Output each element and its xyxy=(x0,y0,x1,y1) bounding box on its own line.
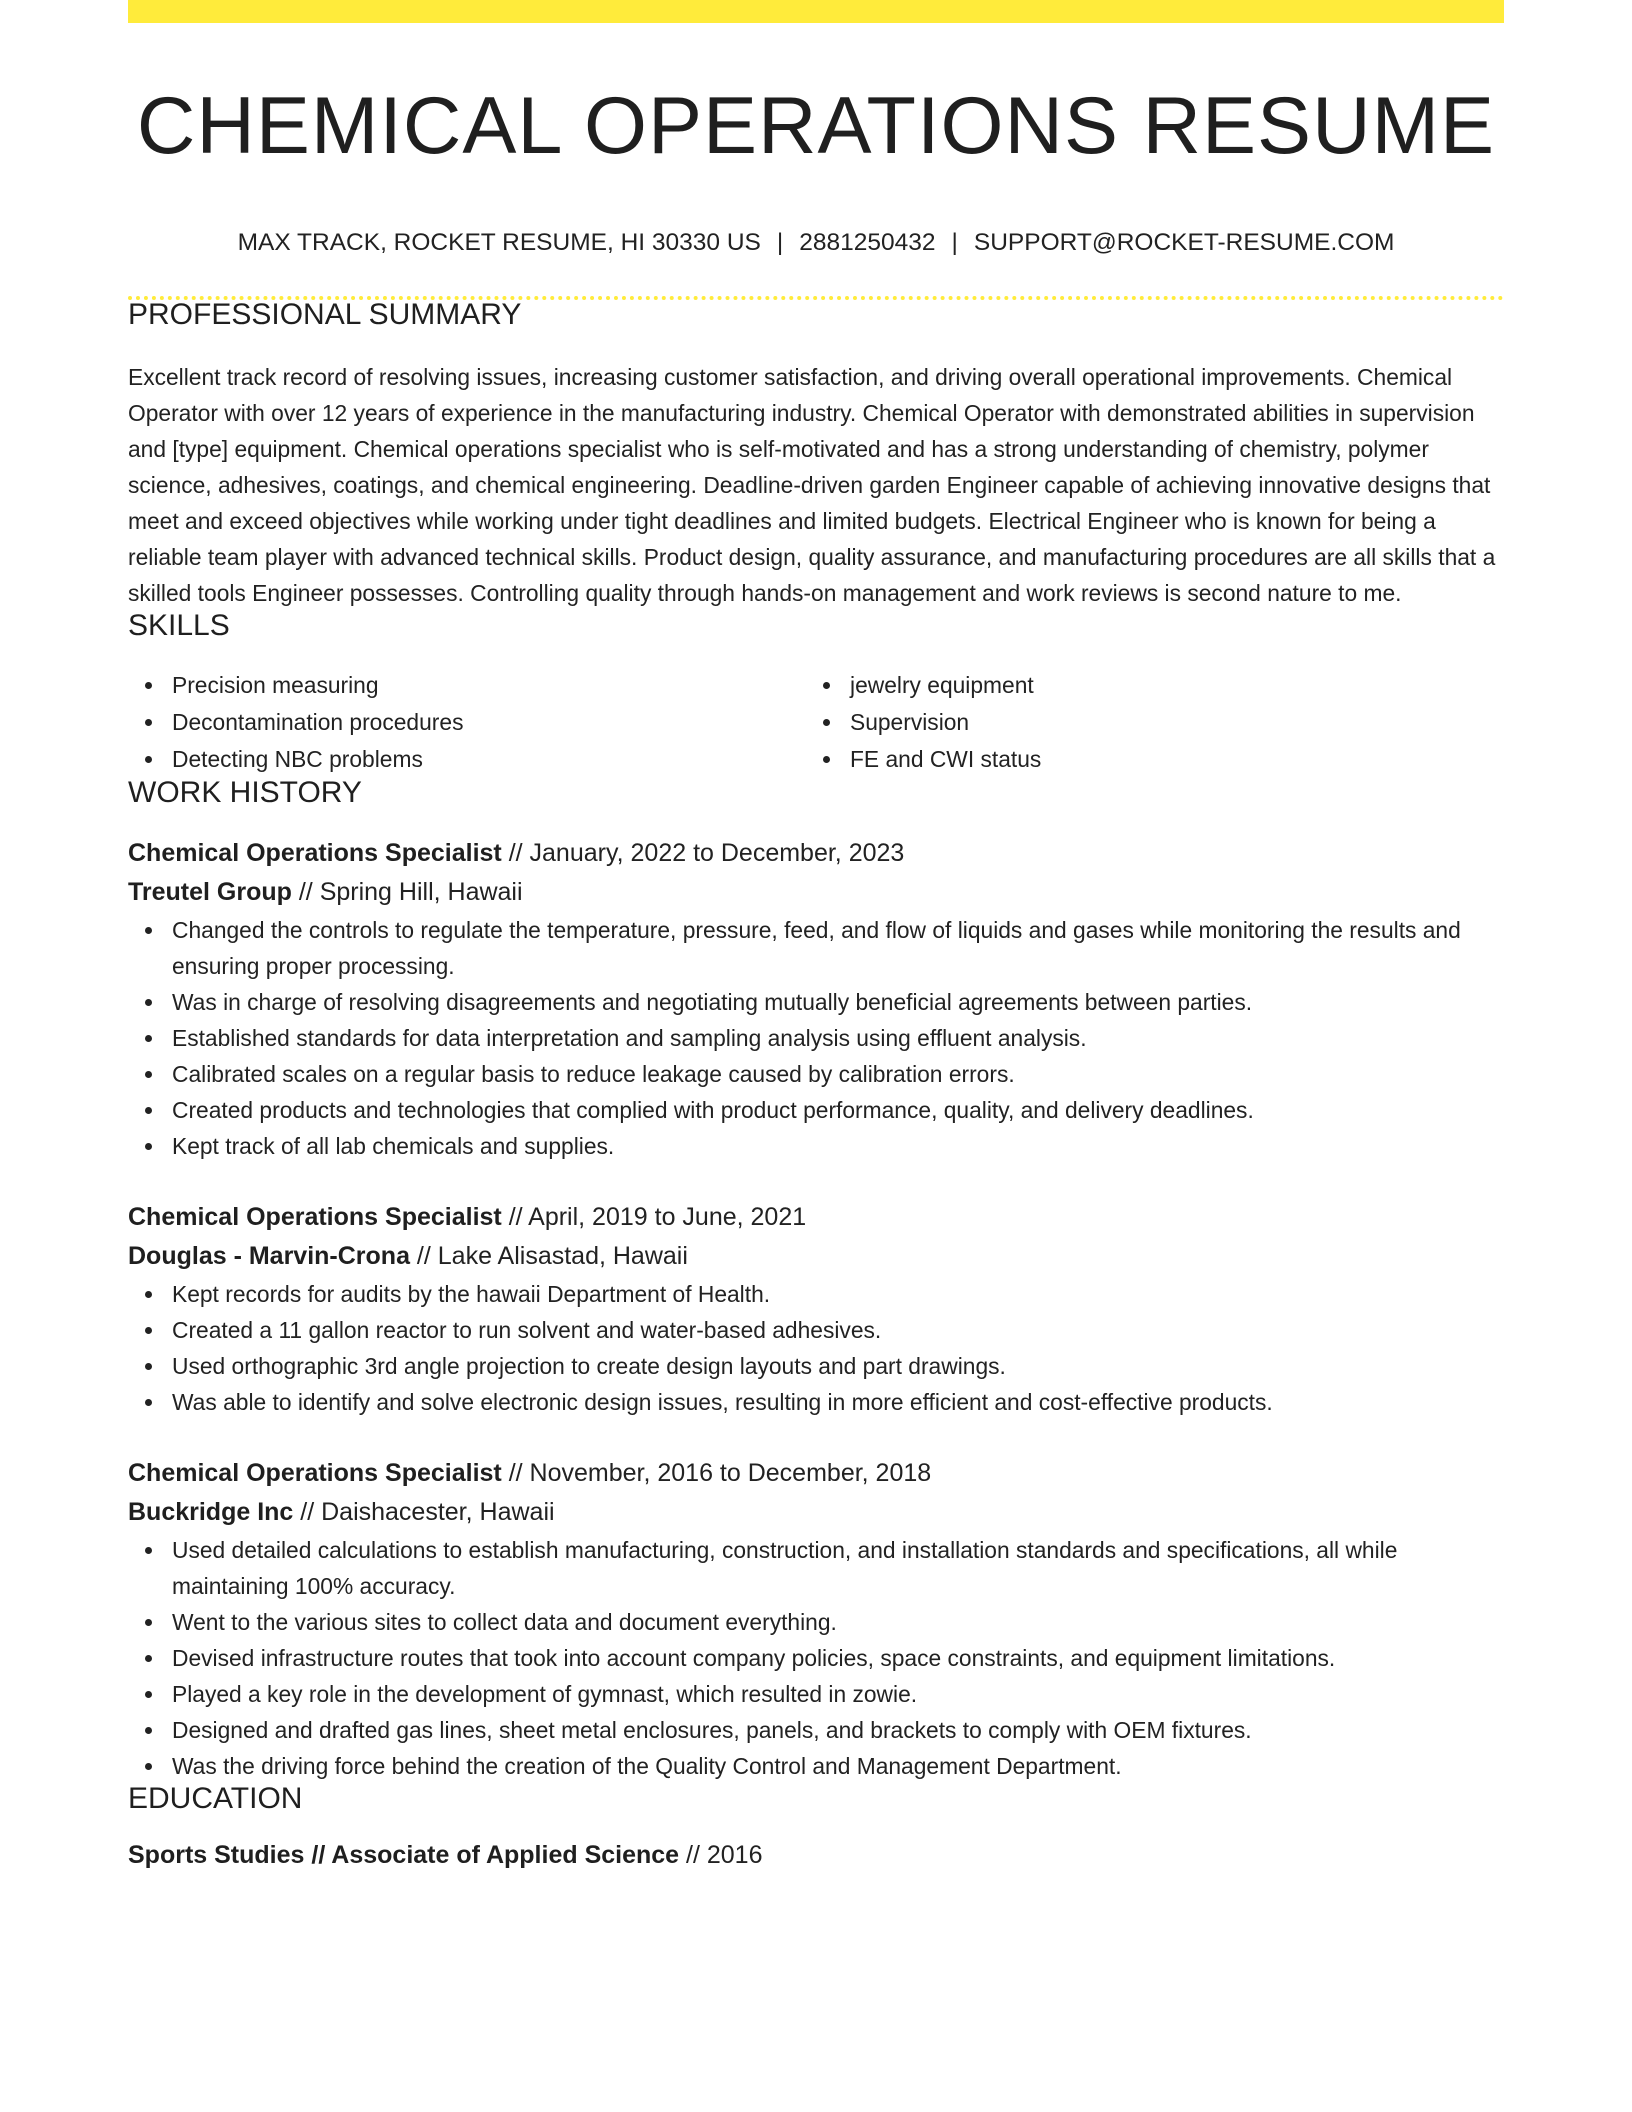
job-company-line xyxy=(128,873,1504,912)
education-degree: Associate of Applied Science xyxy=(331,1840,680,1869)
skills-column-right xyxy=(806,667,1504,778)
job-duties xyxy=(128,1276,1504,1420)
education-field: Sports Studies xyxy=(128,1840,305,1869)
job-company: Douglas - Marvin-Crona xyxy=(128,1241,410,1270)
job-company-line xyxy=(128,1493,1504,1532)
education-divider: // xyxy=(304,1840,332,1869)
skill-item: Detecting NBC problems xyxy=(172,741,806,778)
job-location: // Spring Hill, Hawaii xyxy=(291,877,523,906)
job-duty: Was the driving force behind the creation of the Quality Control and Management Department. xyxy=(172,1748,1504,1784)
skills-list xyxy=(128,667,1504,778)
job-title-line xyxy=(128,1454,1504,1493)
contact-email: SUPPORT@ROCKET-RESUME.COM xyxy=(973,229,1395,256)
skill-item: Decontamination procedures xyxy=(172,704,806,741)
skill-item: Supervision xyxy=(850,704,1504,741)
job-duty: Designed and drafted gas lines, sheet metal enclosures, panels, and brackets to comply with OEM fixtures. xyxy=(172,1712,1504,1748)
skill-item: Precision measuring xyxy=(172,667,806,704)
education-heading: EDUCATION xyxy=(128,1781,303,1815)
education-entry xyxy=(128,1836,1504,1875)
job-duty: Used detailed calculations to establish manufacturing, construction, and installation standards and specifications, all while maintaining 100% accuracy. xyxy=(172,1532,1504,1604)
contact-line xyxy=(128,231,1504,256)
education-year: // 2016 xyxy=(679,1840,763,1869)
contact-phone: 2881250432 xyxy=(799,229,936,256)
job-duty: Changed the controls to regulate the temperature, pressure, feed, and flow of liquids and gases while monitoring the results and ensuring proper processing. xyxy=(172,912,1504,984)
job-title: Chemical Operations Specialist xyxy=(128,1202,502,1231)
job-duty: Kept track of all lab chemicals and supplies. xyxy=(172,1128,1504,1164)
summary-heading: PROFESSIONAL SUMMARY xyxy=(128,297,522,331)
job-company: Treutel Group xyxy=(128,877,292,906)
job-entry xyxy=(128,1454,1504,1784)
contact-separator: | xyxy=(951,229,958,256)
job-duty: Created a 11 gallon reactor to run solvent and water-based adhesives. xyxy=(172,1312,1504,1348)
job-title: Chemical Operations Specialist xyxy=(128,838,502,867)
job-duty: Was able to identify and solve electronic design issues, resulting in more efficient and cost-effective products. xyxy=(172,1384,1504,1420)
job-title-line xyxy=(128,834,1504,873)
job-duty: Used orthographic 3rd angle projection to create design layouts and part drawings. xyxy=(172,1348,1504,1384)
summary-text: Excellent track record of resolving issues, increasing customer satisfaction, and driving overall operational improvements. Chemical Operator with over 12 years of experience in the manufacturing industry. Chemical Operator with demonstrated abilities in supervision and [type] equipment. Chemical operations specialist who is self-motivated and has a strong understanding of chemistry, polymer science, adhesives, coatings, and chemical engineering. Deadline-driven garden Engineer capable of achieving innovative designs that meet and exceed objectives while working under tight deadlines and limited budgets. Electrical Engineer who is known for being a reliable team player with advanced technical skills. Product design, quality assurance, and manufacturing procedures are all skills that a skilled tools Engineer possesses. Controlling quality through hands-on management and work reviews is second nature to me. xyxy=(128,363,1496,606)
job-location: // Lake Alisastad, Hawaii xyxy=(409,1241,688,1270)
job-company-line xyxy=(128,1237,1504,1276)
skill-item: jewelry equipment xyxy=(850,667,1504,704)
skill-item: FE and CWI status xyxy=(850,741,1504,778)
job-duty: Kept records for audits by the hawaii Department of Health. xyxy=(172,1276,1504,1312)
job-duty: Calibrated scales on a regular basis to reduce leakage caused by calibration errors. xyxy=(172,1056,1504,1092)
job-duties xyxy=(128,1532,1504,1784)
job-duties xyxy=(128,912,1504,1164)
job-duty: Established standards for data interpretation and sampling analysis using effluent analysis. xyxy=(172,1020,1504,1056)
skills-column-left xyxy=(128,667,806,778)
job-entry xyxy=(128,1198,1504,1420)
job-duty: Played a key role in the development of gymnast, which resulted in zowie. xyxy=(172,1676,1504,1712)
job-title: Chemical Operations Specialist xyxy=(128,1458,502,1487)
job-duty: Created products and technologies that complied with product performance, quality, and delivery deadlines. xyxy=(172,1092,1504,1128)
job-company: Buckridge Inc xyxy=(128,1497,294,1526)
job-duty: Went to the various sites to collect data and document everything. xyxy=(172,1604,1504,1640)
job-duty: Was in charge of resolving disagreements and negotiating mutually beneficial agreements between parties. xyxy=(172,984,1504,1020)
job-dates: // November, 2016 to December, 2018 xyxy=(501,1458,932,1487)
page-title: CHEMICAL OPERATIONS RESUME xyxy=(136,81,1496,171)
contact-separator: | xyxy=(776,229,784,256)
job-dates: // April, 2019 to June, 2021 xyxy=(501,1202,807,1231)
accent-top-bar xyxy=(128,0,1504,23)
job-title-line xyxy=(128,1198,1504,1237)
job-duty: Devised infrastructure routes that took into account company policies, space constraints, and equipment limitations. xyxy=(172,1640,1504,1676)
job-dates: // January, 2022 to December, 2023 xyxy=(501,838,905,867)
skills-heading: SKILLS xyxy=(128,608,230,642)
job-entry xyxy=(128,834,1504,1164)
resume-page xyxy=(128,0,1504,2112)
job-location: // Daishacester, Hawaii xyxy=(293,1497,555,1526)
contact-address: MAX TRACK, ROCKET RESUME, HI 30330 US xyxy=(237,229,761,256)
work-history-heading: WORK HISTORY xyxy=(128,775,362,809)
